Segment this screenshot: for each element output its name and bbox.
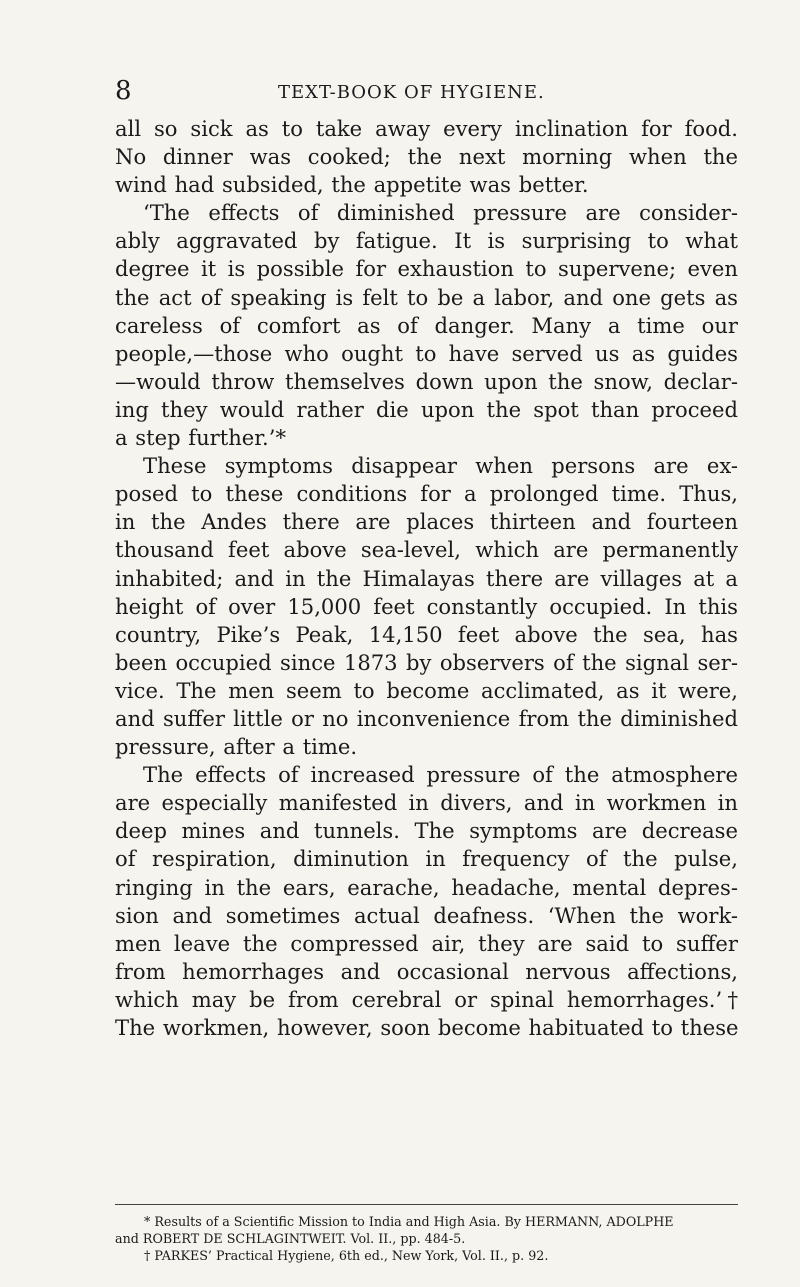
text-line: degree it is possible for exhaustion to supervene; even [115,256,738,282]
text-line: been occupied since 1873 by observers of the signal ser- [115,649,738,675]
page-header [115,70,735,110]
text-line: all so sick as to take away every inclination for food. [115,116,738,141]
footnote-line: and ROBERT DE SCHLAGINTWEIT. Vol. II., pp. 484-5. [115,1231,466,1246]
text-line: in the Andes there are places thirteen and fourteen [115,509,738,535]
text-line: ‘The effects of diminished pressure are consider- [143,200,738,226]
text-line: people,—those who ought to have served us as guides [115,340,738,366]
text-line: ringing in the ears, earache, headache, mental depres- [115,874,738,900]
text-line: The workmen, however, soon become habituated to these [115,1015,739,1040]
footnote-line: † PARKES’ Practical Hygiene, 6th ed., New York, Vol. II., p. 92. [144,1248,549,1263]
text-line: thousand feet above sea-level, which are permanently [115,537,738,563]
running-head: TEXT-BOOK OF HYGIENE. [278,82,545,103]
text-line: The effects of increased pressure of the atmosphere [143,762,738,788]
footnote-divider [115,1204,738,1205]
text-line: posed to these conditions for a prolonged time. Thus, [115,481,738,507]
text-line: are especially manifested in divers, and in workmen in [115,790,738,816]
text-line: height of over 15,000 feet constantly occupied. In this [115,593,738,619]
text-line: of respiration, diminution in frequency of the pulse, [115,846,738,872]
text-line: No dinner was cooked; the next morning when the [115,144,738,170]
text-line: ing they would rather die upon the spot than proceed [115,396,738,422]
text-line: from hemorrhages and occasional nervous affections, [115,958,738,984]
text-line: men leave the compressed air, they are said to suffer [115,930,738,956]
text-line: country, Pike’s Peak, 14,150 feet above the sea, has [115,621,738,647]
text-line: a step further.’* [115,425,287,451]
text-line: deep mines and tunnels. The symptoms are decrease [115,818,738,844]
footnote-line: * Results of a Scientific Mission to India and High Asia. By HERMANN, ADOLPHE [144,1214,674,1229]
text-line: wind had subsided, the appetite was better. [115,172,589,198]
text-line: careless of comfort as of danger. Many a time our [115,312,738,338]
footnotes [115,1213,738,1264]
text-line: the act of speaking is felt to be a labor, and one gets as [115,284,738,310]
text-line: which may be from cerebral or spinal hemorrhages.’† [115,986,738,1012]
text-line: —would throw themselves down upon the snow, declar- [115,368,738,394]
text-line: sion and sometimes actual deafness. ‘When the work- [115,902,738,928]
page-number: 8 [115,76,132,106]
text-line: pressure, after a time. [115,734,358,760]
body-text [115,115,738,1042]
text-line: vice. The men seem to become acclimated, as it were, [115,677,738,703]
text-line: ably aggravated by fatigue. It is surprising to what [115,228,738,254]
text-line: and suffer little or no inconvenience from the diminished [115,705,738,731]
text-line: inhabited; and in the Himalayas there are villages at a [115,565,738,591]
text-line: These symptoms disappear when persons are ex- [143,453,738,479]
